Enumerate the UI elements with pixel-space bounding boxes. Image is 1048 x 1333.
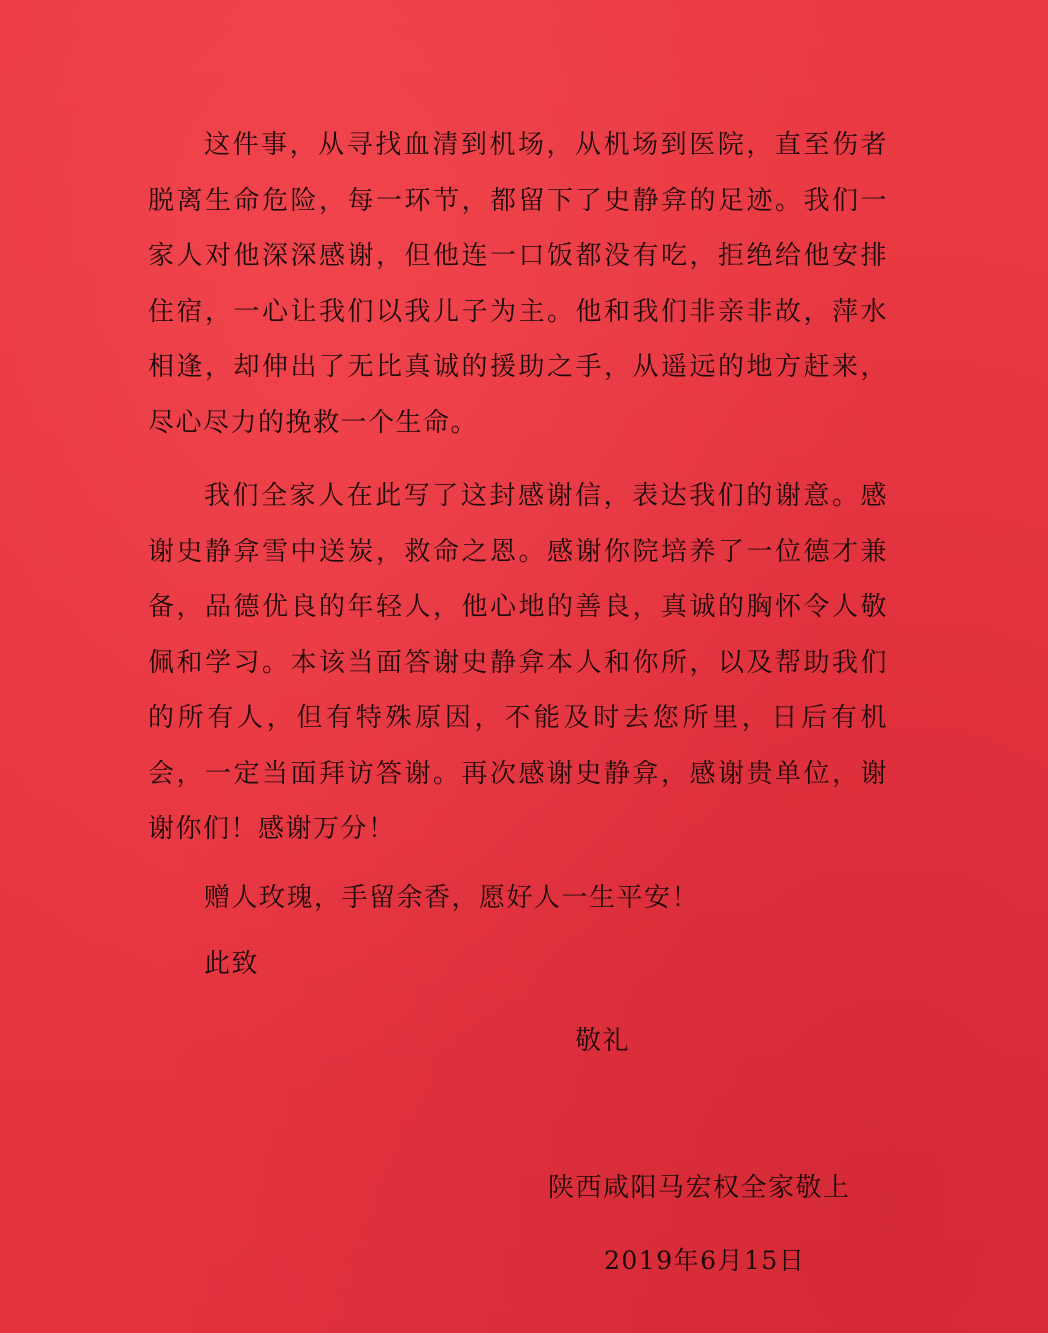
letter-signature: 陕西咸阳马宏权全家敬上 [548, 1173, 851, 1203]
letter-body-paragraph-2 [148, 469, 888, 858]
paragraph-text: 赠人玫瑰，手留余香，愿好人一生平安！ [204, 883, 700, 913]
paragraph-text: 此致 [204, 949, 260, 979]
letter-body-paragraph-1 [148, 118, 888, 451]
letter-date: 2019年6月15日 [604, 1246, 806, 1275]
paragraph-text: 这件事，从寻找血清到机场，从机场到医院，直至伤者脱离生命危险，每一环节，都留下了史静弇的足迹。我们一家人对他深深感谢，但他连一口饭都没有吃，拒绝给他安排住宿，一心让我们以我儿子为主。他和我们非亲非故，萍水相逢，却伸出了无比真诚的援助之手，从遥远的地方赶来，尽心尽力的挽救一个生命。 [148, 130, 888, 438]
paragraph-text: 我们全家人在此写了这封感谢信，表达我们的谢意。感谢史静弇雪中送炭，救命之恩。感谢你院培养了一位德才兼备，品德优良的年轻人，他心地的善良，真诚的胸怀令人敬佩和学习。本该当面答谢史静弇本人和你所，以及帮助我们的所有人，但有特殊原因，不能及时去您所里，日后有机会，一定当面拜访答谢。再次感谢史静弇，感谢贵单位，谢谢你们！感谢万分！ [148, 481, 888, 844]
letter-regards: 敬礼 [575, 1026, 631, 1056]
letter-salutation-cizhi [148, 937, 888, 993]
letter-blessing-paragraph [148, 871, 888, 927]
